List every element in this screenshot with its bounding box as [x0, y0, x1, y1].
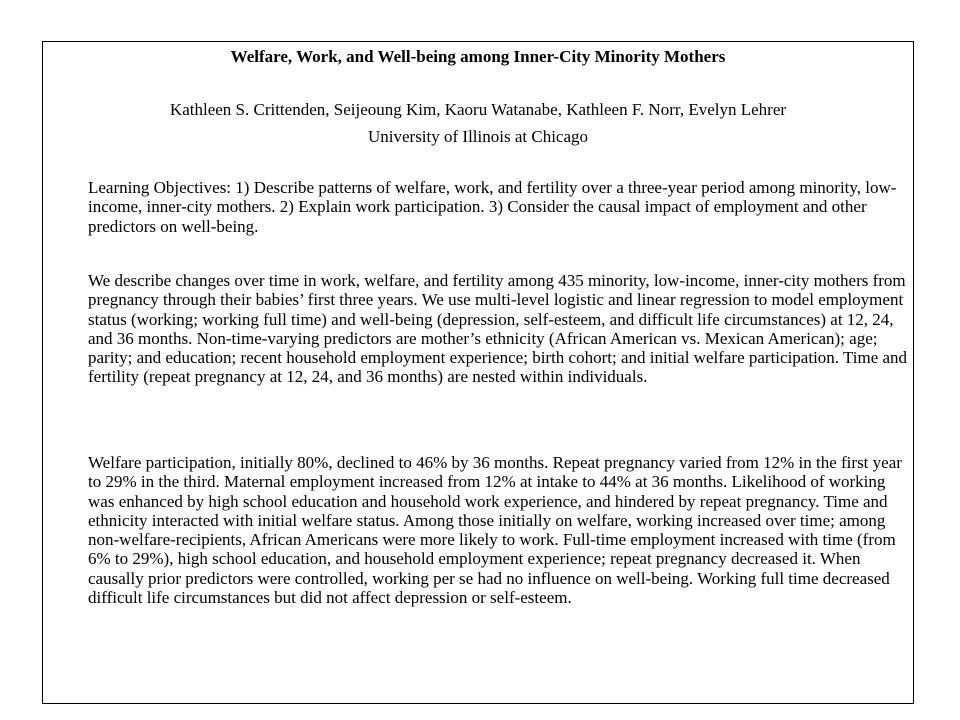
affiliation: University of Illinois at Chicago — [367, 127, 589, 146]
learning-objectives-paragraph: Learning Objectives: 1) Describe patterns of welfare, work, and fertility over a three-year period among minority, low-income, inner-city mothers. 2) Explain work participation. 3) Consider the causal impact of employment and other predictors on well-being. — [88, 178, 897, 236]
methods-paragraph: We describe changes over time in work, welfare, and fertility among 435 minority, low-income, inner-city mothers from pregnancy through their babies’ first three years. We use multi-level logistic and linear regression to model employment status (working; working full time) and well-being (depression, self-esteem, and difficult life circumstances) at 12, 24, and 36 months. Non-time-varying predictors are mother’s ethnicity (African American vs. Mexican American); age; parity; and education; recent household employment experience; birth cohort; and initial welfare participation. Time and fertility (repeat pregnancy at 12, 24, and 36 months) are nested within individuals. — [88, 271, 908, 387]
author-list: Kathleen S. Crittenden, Seijeoung Kim, Kaoru Watanabe, Kathleen F. Norr, Evelyn Lehrer — [169, 100, 787, 119]
document-title: Welfare, Work, and Well-being among Inner-City Minority Mothers — [230, 47, 726, 66]
results-paragraph: Welfare participation, initially 80%, declined to 46% by 36 months. Repeat pregnancy varied from 12% in the first year to 29% in the third. Maternal employment increased from 12% at intake to 44% at 36 months. Likelihood of working was enhanced by high school education and household work experience, and hindered by repeat pregnancy. Time and ethnicity interacted with initial welfare status. Among those initially on welfare, working increased over time; among non-welfare-recipients, African Americans were more likely to work. Full-time employment increased with time (from 6% to 29%), high school education, and household employment experience; repeat pregnancy decreased it. When causally prior predictors were controlled, working per se had no influence on well-being. Working full time decreased difficult life circumstances but did not affect depression or self-esteem. — [88, 453, 902, 608]
slide-frame — [42, 41, 914, 704]
